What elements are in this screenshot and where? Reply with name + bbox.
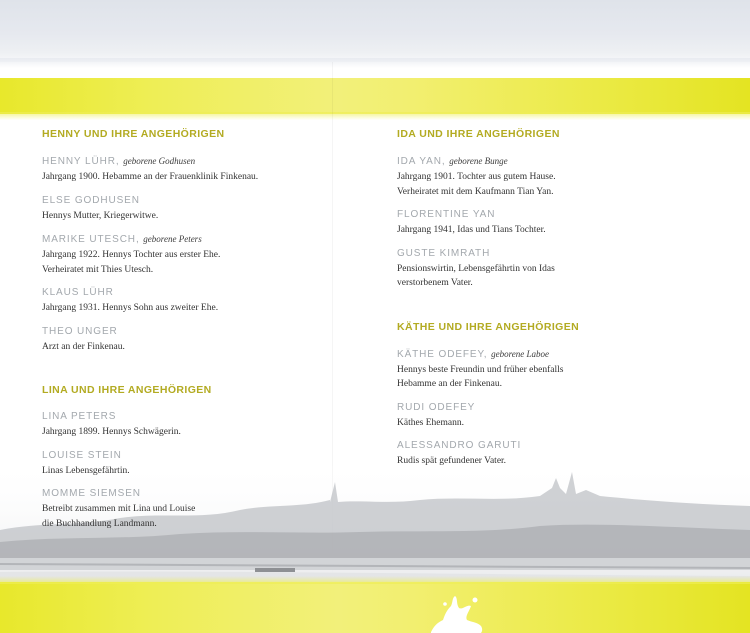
section-heading: LINA UND IHRE ANGEHÖRIGEN bbox=[42, 384, 212, 396]
person-note: geborene Peters bbox=[143, 234, 202, 244]
family-section-ida bbox=[397, 128, 697, 291]
person-entry bbox=[397, 154, 697, 199]
bottom-yellow-band bbox=[0, 582, 750, 633]
person-description: Jahrgang 1931. Hennys Sohn aus zweiter Ehe. bbox=[42, 303, 219, 313]
person-description: Rudis spät gefundener Vater. bbox=[397, 456, 507, 466]
person-entry bbox=[42, 487, 312, 531]
family-section-kaethe bbox=[397, 321, 697, 469]
person-entry bbox=[397, 208, 697, 238]
person-note: geborene Bunge bbox=[449, 156, 508, 166]
person-description: Betreibt zusammen mit Lina und Louise die Buchhandlung Landmann. bbox=[42, 504, 196, 529]
top-paint-wash bbox=[0, 0, 750, 62]
section-heading: HENNY UND IHRE ANGEHÖRIGEN bbox=[42, 128, 225, 140]
splash-shape bbox=[425, 592, 485, 633]
person-name: LINA PETERS bbox=[42, 411, 117, 422]
person-name: THEO UNGER bbox=[42, 325, 118, 337]
person-name: FLORENTINE YAN bbox=[397, 209, 496, 220]
person-name: IDA YAN, geborene Bunge bbox=[397, 156, 508, 167]
left-column bbox=[42, 128, 312, 561]
person-description: Jahrgang 1901. Tochter aus gutem Hause. Verheiratet mit dem Kaufmann Tian Yan. bbox=[397, 172, 556, 197]
person-entry bbox=[42, 286, 312, 316]
person-name: ALESSANDRO GARUTI bbox=[397, 440, 522, 451]
person-description: Jahrgang 1941, Idas und Tians Tochter. bbox=[397, 225, 546, 235]
person-entry bbox=[42, 449, 312, 479]
top-yellow-band bbox=[0, 78, 750, 114]
person-entry bbox=[397, 401, 697, 431]
person-name: MOMME SIEMSEN bbox=[42, 488, 141, 499]
person-name: RUDI ODEFEY bbox=[397, 401, 476, 413]
person-description: Jahrgang 1900. Hebamme an der Frauenklinik Finkenau. bbox=[42, 172, 259, 182]
person-description: Käthes Ehemann. bbox=[397, 417, 465, 428]
person-entry bbox=[397, 439, 697, 469]
person-name: ELSE GODHUSEN bbox=[42, 194, 140, 206]
person-name: LOUISE STEIN bbox=[42, 449, 122, 461]
family-section-lina bbox=[42, 384, 312, 531]
person-description: Pensionswirtin, Lebensgefährtin von Idas verstorbenem Vater. bbox=[397, 263, 555, 288]
section-heading: IDA UND IHRE ANGEHÖRIGEN bbox=[397, 128, 560, 140]
person-entry bbox=[42, 325, 312, 355]
person-description: Jahrgang 1899. Hennys Schwägerin. bbox=[42, 427, 181, 437]
right-column bbox=[397, 128, 697, 499]
person-description: Hennys Mutter, Kriegerwitwe. bbox=[42, 210, 159, 221]
person-description: Arzt an der Finkenau. bbox=[42, 341, 125, 352]
person-name: GUSTE KIMRATH bbox=[397, 247, 491, 259]
section-heading: KÄTHE UND IHRE ANGEHÖRIGEN bbox=[397, 320, 580, 333]
person-name: KÄTHE ODEFEY, geborene Laboe bbox=[397, 348, 550, 360]
person-description: Hennys beste Freundin und früher ebenfalls Hebamme an der Finkenau. bbox=[397, 364, 564, 389]
person-name: KLAUS LÜHR bbox=[42, 287, 114, 298]
person-note: geborene Laboe bbox=[491, 348, 550, 359]
person-entry bbox=[42, 194, 312, 224]
person-entry bbox=[397, 347, 697, 392]
person-entry bbox=[397, 247, 697, 291]
family-section-henny bbox=[42, 128, 312, 354]
person-description: Jahrgang 1922. Hennys Tochter aus erster Ehe. Verheiratet mit Thies Utesch. bbox=[42, 250, 221, 275]
person-entry bbox=[42, 154, 312, 185]
person-description: Linas Lebensgefährtin. bbox=[42, 465, 130, 476]
person-entry bbox=[42, 232, 312, 277]
person-name: HENNY LÜHR, geborene Godhusen bbox=[42, 156, 196, 167]
person-entry bbox=[42, 410, 312, 440]
person-note: geborene Godhusen bbox=[123, 156, 196, 166]
person-name: MARIKE UTESCH, geborene Peters bbox=[42, 234, 202, 245]
